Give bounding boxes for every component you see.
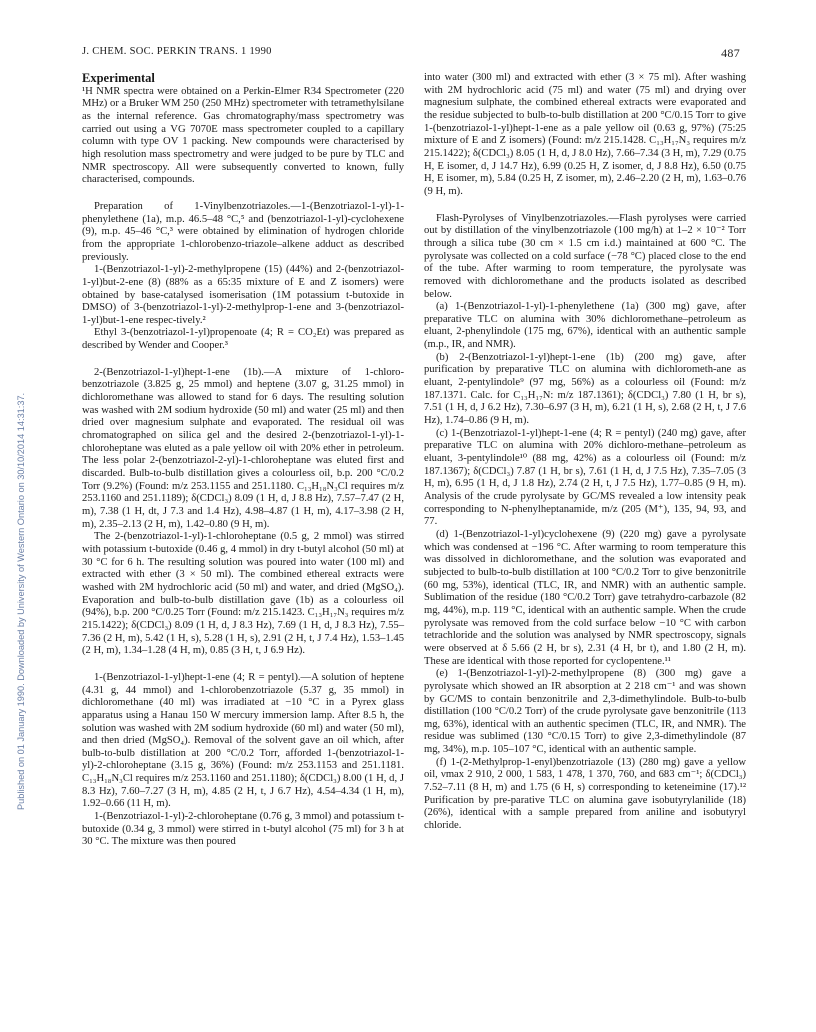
journal-citation: J. CHEM. SOC. PERKIN TRANS. 1 1990: [82, 46, 272, 57]
paragraph-pyrolysis-f: (f) 1-(2-Methylprop-1-enyl)benzotriazole (13) (280 mg) gave a yellow oil, νmax 2 910, 2 000, 1 583, 1 478, 1 370, 760, and 683 cm⁻¹; δ(CDCl₃) 7.52–7.11 (8 H, m) and 1.75 (6 H, s) corresponding to keteneimine (17).¹² Purification by pre-parative TLC on alumina gave isobutyrylanilide (18) (26%), identical with a sample prepared from aniline and isobutyryl chloride.: [424, 756, 746, 832]
left-column: [82, 72, 404, 849]
paragraph-hept-1-ene-1b: 2-(Benzotriazol-1-yl)hept-1-ene (1b).—A mixture of 1-chloro-benzotriazole (3.825 g, 25 mmol) and heptene (3.07 g, 31.25 mmol) in dichloromethane was allowed to stand for 6 days. The resulting solution was washed with 2M sodium hydroxide (50 ml) and water (25 ml) and then dried over magnesium sulphate and evaporated. The residual oil was chromatographed on silica gel and the desired 2-(benzotriazol-1-yl)-1-chloroheptane was eluted as a pale yellow oil with 20% ether in petroleum. The less polar 2-(benzotriazol-2-yl)-1-chloroheptane was eluted first and discarded. Bulb-to-bulb distillation gives a colourless oil, b.p. 200 °C/0.2 Torr (9.2%) (Found: m/z 253.1155 and 251.1180. C₁₃H₁₈N₃Cl requires m/z 253.1160 and 251.1189); δ(CDCl₃) 8.09 (1 H, d, J 8.8 Hz), 7.57–7.47 (2 H, m), 7.38 (1 H, dt, J 7.3 and 1.4 Hz), 4.98–4.87 (1 H, m), 4.17–3.98 (2 H, m), 2.35–2.13 (2 H, m), 1.42–0.80 (9 H, m).: [82, 366, 404, 530]
paragraph-preparation: Preparation of 1-Vinylbenzotriazoles.—1-(Benzotriazol-1-yl)-1-phenylethene (1a), m.p. 46.5–48 °C,⁵ and (benzotriazol-1-yl)-cyclohexene (9), m.p. 45–46 °C,³ were obtained by elimination of hydrogen chloride from the appropriate 1-chlorobenzo-triazole–alkene adduct as described previously.: [82, 200, 404, 263]
paragraph-flash-pyrolyses: Flash-Pyrolyses of Vinylbenzotriazoles.—Flash pyrolyses were carried out by distillation of the vinylbenzotriazole (100 mg/h) at 1–2 × 10⁻² Torr through a silica tube (30 cm × 1.5 cm i.d.) maintained at 600 °C. The pyrolysate was collected on a cold surface (−78 °C) placed close to the end of the tube. After warming to room temperature, the pyrolysate was removed with dichloromethane and the products isolated as described below.: [424, 212, 746, 300]
paragraph-ethyl-propenoate: Ethyl 3-(benzotriazol-1-yl)propenoate (4; R = CO₂Et) was prepared as described by Wender and Cooper.³: [82, 327, 404, 352]
paragraph-pyrolysis-d: (d) 1-(Benzotriazol-1-yl)cyclohexene (9) (220 mg) gave a pyrolysate which was condensed at −196 °C. After warming to room temperature this was dissolved in dichloromethane, and the solution was evaporated and subjected to bulb-to-bulb distillation at 100 °C/0.2 Torr to give benzonitrile (60 mg, 53%), identical (TLC, IR, and NMR) with an authentic sample. Sublimation of the residue (180 °C/0.2 Torr) gave tetrahydro-carbazole (82 mg, 44%), m.p. 119 °C, identical with an authentic sample. When the crude pyrolysate was removed from the cold surface below −10 °C with carbon tetrachloride and the solution was analysed by NMR spectroscopy, signals were observed at δ 5.66 (2 H, br s), 2.31 (4 H, br t), and 1.80 (2 H, m). These are identical with those reported for cyclopentene.¹¹: [424, 528, 746, 667]
download-watermark: [6, 170, 26, 810]
paragraph-pyrolysis-e: (e) 1-(Benzotriazol-1-yl)-2-methylpropene (8) (300 mg) gave a pyrolysate which showed an IR absorption at 2 218 cm⁻¹ and was shown by GC/MS to contain benzonitrile and 2,3-dimethylindole. Bulb-to-bulb distillation (100 °C/0.2 Torr) of the crude pyrolysate gave benzonitrile (113 mg, 63%), identical with an authentic specimen (TLC, IR, and NMR). The residue was sublimed (130 °C/0.15 Torr) to give 2,3-dimethylindole (87 mg, 34%), m.p. 105–107 °C, identical with an authentic sample.: [424, 668, 746, 756]
paragraph-chloroheptane-elimination: The 2-(benzotriazol-1-yl)-1-chloroheptane (0.5 g, 2 mmol) was stirred with potassium t-butoxide (0.46 g, 4 mmol) in dry t-butyl alcohol (50 ml) at 30 °C for 6 h. The resulting solution was poured into water (100 ml) and extracted with ether (3 × 50 ml). The combined ethereal extracts were washed with 2M hydrochloric acid (50 ml) and water, and dried (MgSO₄). Evaporation and bulb-to-bulb distillation gave (1b) as a colourless oil (94%), b.p. 200 °C/0.25 Torr (Found: m/z 215.1423. C₁₃H₁₇N₃ requires m/z 215.1422); δ(CDCl₃) 8.09 (1 H, d, J 8.3 Hz), 7.69 (1 H, d, J 8.3 Hz), 7.55–7.36 (2 H, m), 5.42 (1 H, s), 5.28 (1 H, s), 2.91 (2 H, t, J 7.4 Hz), 1.53–1.45 (2 H, m), 1.34–1.28 (4 H, m), 0.85 (3 H, t, J 6.9 Hz).: [82, 531, 404, 657]
paragraph-hept-1-ene-pentyl: 1-(Benzotriazol-1-yl)hept-1-ene (4; R = pentyl).—A solution of heptene (4.31 g, 44 mmol) and 1-chlorobenzotriazole (5.37 g, 35 mmol) in dichloromethane (40 ml) was irradiated at −10 °C in a Pyrex glass apparatus using a Hanau 150 W mercury immersion lamp. After 8.5 h, the solution was washed with 2M sodium hydroxide (60 ml) and water (50 ml), and then dried (MgSO₄). Removal of the solvent gave an oil which, after bulb-to-bulb distillation at 200 °C/0.2 Torr, afforded 1-(benzotriazol-1-yl)-2-chloroheptane (3.15 g, 36%) (Found: m/z 253.1153 and 251.1181. C₁₃H₁₈N₃Cl requires m/z 253.1160 and 251.1180); δ(CDCl₃) 8.00 (1 H, d, J 8.3 Hz), 7.60–7.27 (3 H, m), 4.85 (2 H, t, J 6.7 Hz), 4.54–4.34 (1 H, m), 1.92–0.66 (11 H, m).: [82, 671, 404, 810]
paragraph-continued: 1-(Benzotriazol-1-yl)-2-chloroheptane (0.76 g, 3 mmol) and potassium t-butoxide (0.34 g, 3 mmol) were stirred in t-butyl alcohol (75 ml) for 3 h at 30 °C. The mixture was then poured: [82, 811, 404, 848]
page-number: 487: [721, 46, 740, 60]
right-column: [424, 72, 746, 833]
paragraph-workup: into water (300 ml) and extracted with ether (3 × 75 ml). After washing with 2M hydrochloric acid (75 ml) and water (75 ml) and drying over magnesium sulphate, the combined ethereal extracts were evaporated and the residue subjected to bulb-to-bulb distillation at 200 °C/0.15 Torr to give 1-(benzotriazol-1-yl)hept-1-ene as a pale yellow oil (0.63 g, 97%) (75:25 mixture of E and Z isomers) (Found: m/z 215.1428. C₁₃H₁₇N₃ requires m/z 215.1422); δ(CDCl₃) 8.05 (1 H, d, J 8.0 Hz), 7.66–7.34 (3 H, m), 7.29 (0.75 H, E isomer, d, J 14.7 Hz), 6.99 (0.25 H, Z isomer, d, J 8.8 Hz), 6.50 (0.75 H, E isomer, m), 5.84 (0.25 H, Z isomer, m), 2.46–2.20 (2 H, m), 1.63–0.76 (9 H, m).: [424, 72, 746, 197]
paragraph-instruments: ¹H NMR spectra were obtained on a Perkin-Elmer R34 Spectrometer (220 MHz) or a Bruker WM 250 (250 MHz) spectrometer with tetramethylsilane as the internal reference. Gas chromatography/mass spectrometry was carried out using a VG 7070E mass spectrometer coupled to a capillary column with type OV 1 packing. New compounds were characterised by high resolution mass spectrometry and were judged to be pure by TLC and NMR spectroscopy. All were subsequently converted to known, fully characterised, compounds.: [82, 85, 404, 186]
paragraph-pyrolysis-a: (a) 1-(Benzotriazol-1-yl)-1-phenylethene (1a) (300 mg) gave, after preparative TLC on alumina with 30% dichloromethane–petroleum as eluant, 2-phenylindole (175 mg, 67%), identical with an authentic sample (m.p., IR, and NMR).: [424, 301, 746, 351]
paragraph-pyrolysis-c: (c) 1-(Benzotriazol-1-yl)hept-1-ene (4; R = pentyl) (240 mg) gave, after preparative TLC on alumina with 20% dichloro-methane–petroleum as eluant, 3-pentylindole¹⁰ (88 mg, 42%) as a colourless oil (Found: m/z 187.1367); δ(CDCl₃) 7.87 (1 H, br s), 7.61 (1 H, d, J 7.5 Hz), 7.35–7.05 (3 H, m), 6.95 (1 H, d, J 1.8 Hz), 2.74 (2 H, t, J 7.5 Hz), 1.77–0.85 (9 H, m). Analysis of the crude pyrolysate by GC/MS revealed a low intensity peak corresponding to N-phenylheptanamide, m/z (205 (M⁺), 135, 94, 93, and 77.: [424, 427, 746, 528]
paragraph-isomerisation: 1-(Benzotriazol-1-yl)-2-methylpropene (15) (44%) and 2-(benzotriazol-1-yl)but-2-ene (8) (88% as a 65:35 mixture of E and Z isomers) were obtained by base-catalysed isomerisation (1M potassium t-butoxide in DMSO) of 3-(benzotriazol-1-yl)-2-methylprop-1-ene and 3-(benzotriazol-1-yl)but-1-ene respec-tively.²: [82, 264, 404, 326]
running-header: [82, 46, 740, 62]
watermark-text: Published on 01 January 1990. Downloaded by University of Western Ontario on 30/10/2014 14:31:37.: [16, 392, 26, 810]
section-heading: Experimental: [82, 71, 155, 85]
paragraph-pyrolysis-b: (b) 2-(Benzotriazol-1-yl)hept-1-ene (1b) (200 mg) gave, after purification by preparative TLC on alumina with dichlorometh-ane as eluant, 2-pentylindole⁹ (97 mg, 56%) as a colourless oil (Found: m/z 187.1371. Calc. for C₁₃H₁₇N: m/z 187.1361); δ(CDCl₃) 7.80 (1 H, br s), 7.51 (1 H, d, J 6.2 Hz), 7.30–6.97 (3 H, m), 6.21 (1 H, s), 2.68 (2 H, t, J 7.6 Hz), 1.74–0.86 (9 H, m).: [424, 351, 746, 427]
